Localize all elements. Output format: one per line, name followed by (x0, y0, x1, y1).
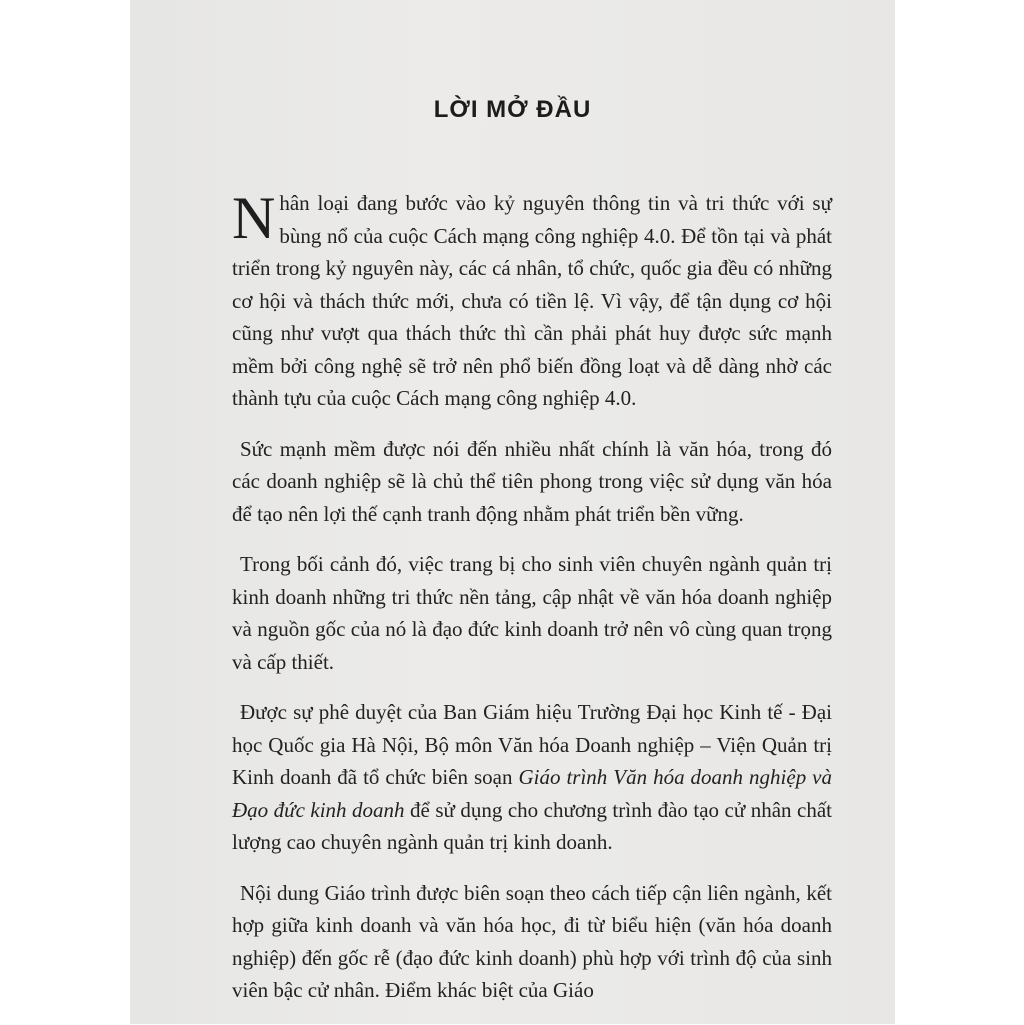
paragraph-1-text: hân loại đang bước vào kỷ nguyên thông tin và tri thức với sự bùng nổ của cuộc Cách mạng công nghiệp 4.0. Để tồn tại và phát triển trong kỷ nguyên này, các cá nhân, tổ chức, quốc gia đều có những cơ hội và thách thức mới, chưa có tiền lệ. Vì vậy, để tận dụng cơ hội cũng như vượt qua thách thức thì cần phải phát huy được sức mạnh mềm bởi công nghệ sẽ trở nên phổ biến đồng loạt và dễ dàng nhờ các thành tựu của cuộc Cách mạng công nghiệp 4.0. (232, 191, 832, 410)
page-heading: LỜI MỞ ĐẦU (433, 96, 592, 123)
paragraph-4-text-before: Được sự phê duyệt của Ban Giám hiệu Trường Đại học Kinh tế - Đại học Quốc gia Hà Nội, Bộ môn Văn hóa Doanh nghiệp – Viện Quản trị Kinh doanh đã tổ chức biên soạn (232, 700, 832, 789)
paragraph-2: Sức mạnh mềm được nói đến nhiều nhất chính là văn hóa, trong đó các doanh nghiệp sẽ là chủ thể tiên phong trong việc sử dụng văn hóa để tạo nên lợi thế cạnh tranh động nhằm phát triển bền vững. (232, 436, 832, 526)
body-text (232, 187, 832, 1025)
book-title-italic: Giáo trình Văn hóa doanh nghiệp và Đạo đức kinh doanh (232, 765, 832, 822)
paragraph-4-text-after: để sử dụng cho chương trình đào tạo cử nhân chất lượng cao chuyên ngành quản trị kinh doanh. (232, 797, 832, 854)
paragraph-5: Nội dung Giáo trình được biên soạn theo cách tiếp cận liên ngành, kết hợp giữa kinh doanh và văn hóa học, đi từ biểu hiện (văn hóa doanh nghiệp) đến gốc rễ (đạo đức kinh doanh) phù hợp với trình độ của sinh viên bậc cử nhân. Điểm khác biệt của Giáo (232, 880, 832, 1002)
left-background (0, 0, 130, 1024)
paragraph-3: Trong bối cảnh đó, việc trang bị cho sinh viên chuyên ngành quản trị kinh doanh những tri thức nền tảng, cập nhật về văn hóa doanh nghiệp và nguồn gốc của nó là đạo đức kinh doanh trở nên vô cùng quan trọng và cấp thiết. (232, 552, 832, 674)
right-background (895, 0, 1024, 1024)
paragraph-1 (232, 187, 832, 415)
drop-cap: N (232, 185, 276, 251)
paragraph-4 (232, 696, 832, 859)
